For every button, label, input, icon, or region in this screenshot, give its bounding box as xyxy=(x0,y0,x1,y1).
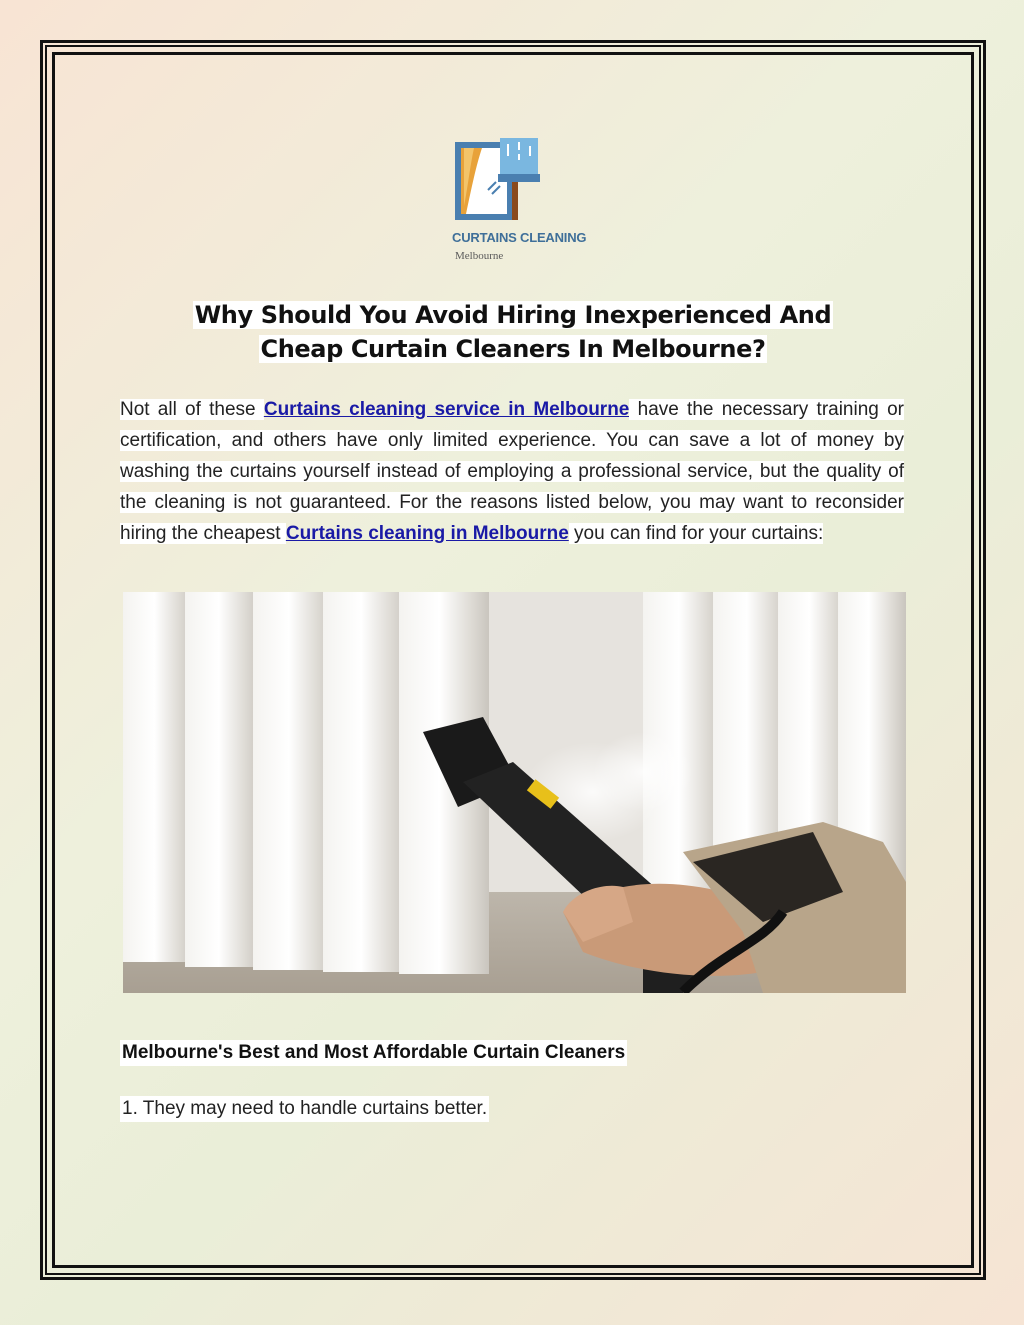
intro-text-2: have the necessary training or certification, and others have only limited experience. You can save a lot of money by washing the curtains yourself instead of employing a professional service, but the quality of the cleaning is not guaranteed. For the reasons listed below, you may want to reconsider hiring the cheapest xyxy=(120,399,904,544)
title-line-1: Why Should You Avoid Hiring Inexperienced And xyxy=(194,301,832,329)
window-squeegee-icon xyxy=(452,136,572,236)
steam-cleaning-curtains-photo xyxy=(123,592,906,993)
curtains-cleaning-service-link[interactable]: Curtains cleaning service in Melbourne xyxy=(263,399,630,420)
curtains-cleaning-link[interactable]: Curtains cleaning in Melbourne xyxy=(285,523,569,544)
logo xyxy=(452,136,572,266)
logo-name: CURTAINS CLEANING xyxy=(452,230,587,245)
list-item: 1. They may need to handle curtains better. xyxy=(120,1096,489,1122)
intro-text-1: Not all of these xyxy=(120,399,264,420)
page-title xyxy=(120,298,906,366)
intro-paragraph xyxy=(120,394,904,549)
logo-subtitle: Melbourne xyxy=(455,250,504,262)
intro-text-3: you can find for your curtains: xyxy=(568,523,824,544)
section-heading: Melbourne's Best and Most Affordable Curtain Cleaners xyxy=(120,1040,627,1066)
title-line-2: Cheap Curtain Cleaners In Melbourne? xyxy=(260,335,766,363)
